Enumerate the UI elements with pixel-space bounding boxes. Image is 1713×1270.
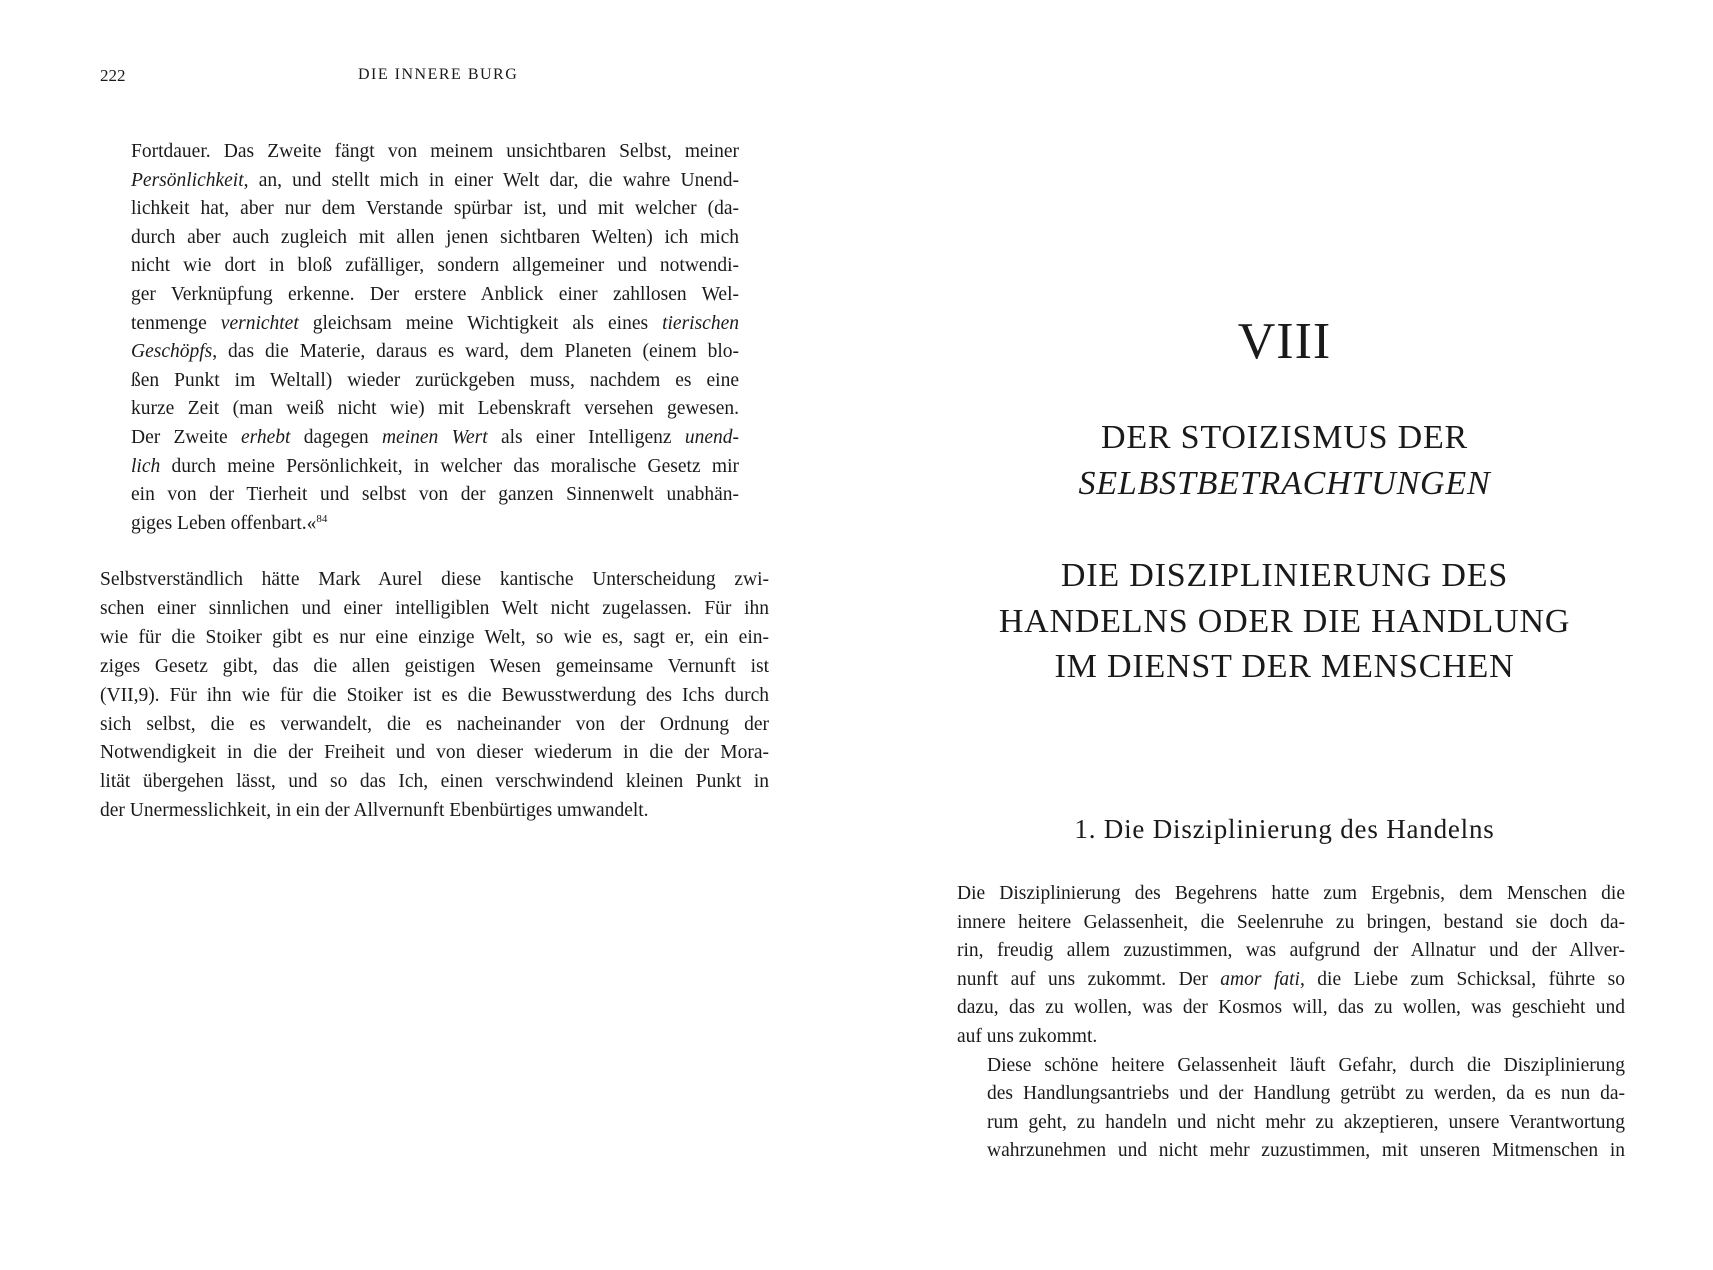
text-run: nicht wie dort in bloß zufälliger, sondern allgemeiner und notwendi- [131,255,739,277]
text-line [957,1023,1625,1052]
text-line [957,937,1625,966]
chapter-subtitle [856,553,1713,690]
text-run: auf uns zukommt. [957,1025,1098,1047]
left-page [0,0,856,1270]
text-run: Die Disziplinierung des Begehrens hatte zum Ergebnis, dem Menschen die [957,883,1625,904]
italic-text: Geschöpfs [131,341,213,363]
text-line [131,367,739,396]
text-run: rum geht, zu handeln und nicht mehr zu akzeptieren, unsere Verantwortung [987,1111,1625,1133]
text-run: wie für die Stoiker gibt es nur eine einzige Welt, so wie es, sagt er, ein ein- [100,626,769,648]
chapter-title-line: SELBSTBETRACHTUNGEN [1078,465,1491,502]
text-line [131,424,739,453]
chapter-number: VIII [1237,313,1332,370]
text-run: Fortdauer. Das Zweite fängt von meinem unsichtbaren Selbst, meiner [131,141,739,162]
chapter-title [856,415,1713,507]
text-run: , an, und stellt mich in einer Welt dar, die wahre Unend- [243,169,739,191]
text-run: innere heitere Gelassenheit, die Seelenruhe zu bringen, bestand sie doch da- [957,911,1625,933]
text-line [100,711,769,740]
text-run: lichkeit hat, aber nur dem Verstande spürbar ist, und mit welcher (da- [131,198,739,220]
italic-text: meinen Wert [381,426,488,448]
body-paragraph [957,1052,1625,1166]
text-run: sich selbst, die es verwandelt, die es nacheinander von der Ordnung der [100,713,769,735]
text-run: der Unermesslichkeit, in ein der Allvernunft Ebenbürtiges umwandelt. [100,800,649,822]
text-run: als einer Intelligenz [487,426,685,448]
text-run: tenmenge [131,312,221,334]
text-run: nunft auf uns zukommt. Der [957,968,1221,990]
text-line [100,739,769,768]
text-line [131,453,739,482]
italic-text: erhebt [240,426,291,448]
text-run: , die Liebe zum Schicksal, führte so [1299,968,1625,990]
text-line [100,768,769,797]
italic-text: lich [131,455,161,477]
chapter-subtitle-line: DIE DISZIPLINIERUNG DES [1060,557,1509,594]
text-line [957,880,1625,909]
text-run: ßen Punkt im Weltall) wieder zurückgeben muss, nachdem es eine [131,369,739,391]
text-line [957,994,1625,1023]
text-run: giges Leben offenbart.« [131,512,317,534]
text-line [131,195,739,224]
block-quote [131,138,739,538]
body-paragraph [957,880,1625,1052]
footnote-reference: 84 [316,512,328,525]
text-line [957,1080,1625,1109]
body-text [957,880,1625,1166]
body-paragraph [100,566,769,826]
text-line [131,510,739,539]
italic-text: tierischen [662,312,739,334]
text-run: Der Zweite [131,426,241,448]
text-line [100,595,769,624]
right-page [856,0,1713,1270]
text-run: wahrzunehmen und nicht mehr zuzustimmen, mit unseren Mitmenschen in [987,1140,1625,1162]
text-run: ziges Gesetz gibt, das die allen geistigen Wesen gemeinsame Vernunft ist [100,655,769,677]
text-run: (VII,9). Für ihn wie für die Stoiker ist es die Bewusstwerdung des Ichs durch [100,684,769,706]
text-run: ger Verknüpfung erkenne. Der erstere Anblick einer zahllosen Wel- [131,283,739,305]
text-line [957,1109,1625,1138]
text-run: durch meine Persönlichkeit, in welcher das moralische Gesetz mir [160,455,739,477]
chapter-subtitle-line: IM DIENST DER MENSCHEN [1054,648,1515,685]
text-line [131,481,739,510]
text-run: Diese schöne heitere Gelassenheit läuft Gefahr, durch die Disziplinierung [987,1054,1625,1076]
text-run: , das die Materie, daraus es ward, dem Planeten (einem blo- [212,341,739,363]
text-line [957,966,1625,995]
text-line [131,310,739,339]
italic-text: vernichtet [220,312,299,334]
italic-text: unend- [684,426,740,448]
chapter-title-line: DER STOIZISMUS DER [1100,419,1469,456]
text-run: durch aber auch zugleich mit allen jenen sichtbaren Welten) ich mich [131,226,739,248]
section-heading: 1. Die Disziplinierung des Handelns [1074,814,1495,844]
text-run: dagegen [290,426,382,448]
text-line [100,653,769,682]
text-line [100,797,769,826]
text-run: lität übergehen lässt, und so das Ich, einen verschwindend kleinen Punkt in [100,771,769,793]
text-line [131,167,739,196]
text-line [131,252,739,281]
page-number: 222 [100,66,126,85]
text-line [131,395,739,424]
text-line [100,624,769,653]
text-line [100,682,769,711]
text-line [131,224,739,253]
text-run: des Handlungsantriebs und der Handlung getrübt zu werden, da es nun da- [987,1083,1625,1105]
text-run: Selbstverständlich hätte Mark Aurel diese kantische Unterscheidung zwi- [100,569,769,590]
italic-text: amor fati [1220,968,1300,990]
text-line [131,281,739,310]
running-head: DIE INNERE BURG [358,66,519,83]
text-line [957,1137,1625,1166]
italic-text: Persönlichkeit [131,169,244,191]
text-run: schen einer sinnlichen und einer intelligiblen Welt nicht zugelassen. Für ihn [100,597,769,619]
text-line [957,909,1625,938]
text-run: dazu, das zu wollen, was der Kosmos will, das zu wollen, was geschieht und [957,997,1625,1019]
chapter-subtitle-line: HANDELNS ODER DIE HANDLUNG [998,602,1571,640]
text-line [131,138,739,167]
text-run: ein von der Tierheit und selbst von der ganzen Sinnenwelt unabhän- [131,484,739,506]
text-line [131,338,739,367]
text-run: Notwendigkeit in die der Freiheit und von dieser wiederum in die der Mora- [100,742,769,764]
text-run: rin, freudig allem zuzustimmen, was aufgrund der Allnatur und der Allver- [957,940,1625,962]
text-run: gleichsam meine Wichtigkeit als eines [298,312,663,334]
text-line [100,566,769,595]
text-run: kurze Zeit (man weiß nicht wie) mit Lebenskraft versehen gewesen. [131,398,739,420]
text-line [957,1052,1625,1081]
